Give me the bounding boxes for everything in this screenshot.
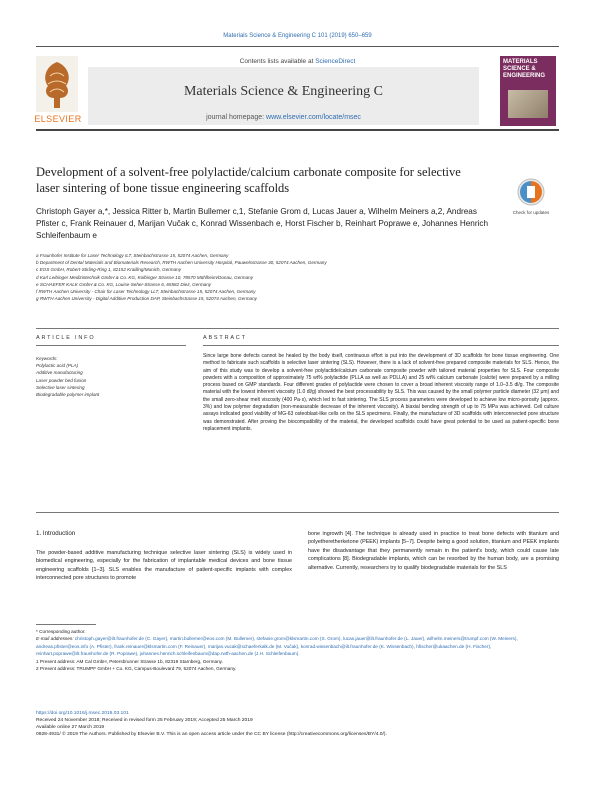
footnote-1: 1 Present address: AM Cal GmbH, Petersbrunner Strasse 1b, 82319 Starnberg, Germany. — [36, 658, 223, 664]
affiliation: b Department of Dental Materials and Biomaterials Research, RWTH Aachen University Hospital, Pauwelsstrasse 30, 52074 Aachen, Germany — [36, 260, 327, 266]
affiliations — [36, 252, 536, 302]
affiliation: g RWTH Aachen University - Digital Additive Production DAP, Steinbachstrasse 15, 52074 Aachen, Germany — [36, 296, 257, 302]
affiliation: c EOS GmbH, Robert-Stirling-Ring 1, 82152 Krailling/Munich, Germany — [36, 267, 182, 273]
email-addresses — [36, 635, 559, 657]
email-label: E-mail addresses: — [36, 636, 74, 642]
doi-block — [36, 710, 559, 738]
doi-link[interactable]: https://doi.org/10.1016/j.msec.2019.03.101 — [36, 711, 129, 716]
received-dates: Received 24 November 2018; Received in revised form 25 February 2019; Accepted 25 March 2019 — [36, 718, 253, 723]
abstract-text: Since large bone defects cannot be healed by the body itself, continuous effort is put into the development of 3D scaffolds for bone tissue engineering. One method to fabricate such scaffolds is selective laser sintering (SLS). However, there is a lack of solvent-free prepared composite materials for SLS. Hence, the aim of this study was to develop a solvent-free polylactide/calcium carbonate composite powder with tailored material properties for SLS. Four composite powders with a composition of approximately 75 wt% polylactide (PLLA as well as PDLLA) and 25 wt% calcium carbonate (calcite) were prepared by a milling process based on GMP standards. Four different grades of polylactide were chosen to cover a broad inherent viscosity range of 1.0–3.5 dl/g. The composite material with the lowest inherent viscosity (1.0 dl/g) showed the best processability by SLS. This was caused by the small polymer particle diameter (32 μm) and the small zero-shear melt viscosity (400 Pa·s), which led to fast sintering. The SLS process parameters were developed to achieve low micro-porosity (approx. 3%) and low polymer degradation (non-measurable decrease of the inherent viscosity). A biaxial bending strength of up to 75 MPa was achieved. Cell culture assays indicated good viability of MG-63 osteoblast-like cells on the SLS specimens. Finally, the manufacture of 3D scaffolds with interconnected pore structure was demonstrated. After proving the biocompatibility of the material, the developed scaffolds could have great potential to be used as patient-specific bone replacement implants. — [203, 353, 559, 432]
divider — [203, 345, 559, 346]
corresponding-author-note: * Corresponding author. — [36, 629, 86, 634]
divider — [36, 345, 186, 346]
article-info-header: ARTICLE INFO — [36, 335, 96, 341]
keyword: Polylactic acid (PLA) — [36, 363, 79, 369]
publisher-name: ELSEVIER — [34, 114, 82, 124]
affiliation: f RWTH Aachen University - Chair for Laser Technology LLT, Steinbachstrasse 15, 52074 Aachen, Germany — [36, 289, 256, 295]
available-online: Available online 27 March 2019 — [36, 725, 105, 730]
footnote-divider — [36, 624, 96, 625]
section-heading: 1. Introduction — [36, 530, 76, 537]
abstract-header: ABSTRACT — [203, 335, 247, 341]
intro-column-left: The powder-based additive manufacturing technique selective laser sintering (SLS) is widely used in biomedical engineering, especially for the fabrication of implantable medical devices and bone tissue engineering scaffolds [1–3]. SLS enables the manufacture of patient-specific implants with complex interconnected pore structures to promote — [36, 550, 292, 582]
affiliation: a Fraunhofer Institute for Laser Technology ILT, Steinbachstrasse 15, 52074 Aachen, Germany — [36, 253, 229, 258]
email-links[interactable]: christoph.gayer@ilt.fraunhofer.de (C. Gayer), martin.bullemer@eos.com (M. Bullemer), stefanie.grom@klsmartin.com (S. Grom), lucas.jauer@ilt.fraunhofer.de (L. Jauer), wilhelm.meiners@trumpf.com (W. Meiners), andreas.pfister@eos.info (A. Pfister), frank.reinauer@klsmartin.com (F. Reinauer), marijan.vucak@schaeferkalk.de (M. Vučak), konrad.wissenbach@ilt.fraunhofer.de (K. Wissenbach), hfischer@ukaachen.de (H. Fischer), reinhart.poprawe@ilt.fraunhofer.de (R. Poprawe), johannes.henrich.schleifenbaum@dap.rwth-aachen.de (J.H. Schleifenbaum). — [36, 636, 518, 657]
footnotes — [36, 628, 559, 672]
author-list: Christoph Gayer a,*, Jessica Ritter b, Martin Bullemer c,1, Stefanie Grom d, Lucas Jauer a, Wilhelm Meiners a,2, Andreas Pfister c, Frank Reinauer d, Marijan Vučak c, Konrad Wissenbach e, Horst Fischer b, Reinhart Poprawe e, Johannes Henrich Schleifenbaum e — [36, 207, 489, 240]
footnote-2: 2 Present address: TRUMPF GmbH + Co. KG, Campus-Boulevard 79, 52074 Aachen, Germany. — [36, 666, 237, 672]
journal-reference[interactable]: Materials Science & Engineering C 101 (2019) 650–659 — [223, 33, 372, 39]
keyword: Biodegradable polymer implant — [36, 392, 100, 398]
homepage-link[interactable]: www.elsevier.com/locate/msec — [266, 114, 361, 121]
sciencedirect-link[interactable]: ScienceDirect — [315, 58, 356, 65]
keyword: Laser powder bed fusion — [36, 377, 87, 383]
license-text: 0928-4931/ © 2019 The Authors. Published by Elsevier B.V. This is an open access article under the CC BY license (http://creativecommons.org/licenses/BY/4.0/). — [36, 732, 387, 737]
keywords-label: Keywords: — [36, 356, 58, 361]
journal-title: Materials Science & Engineering C — [183, 84, 384, 99]
keyword: Selective laser sintering — [36, 384, 85, 390]
affiliation: d Karl Leibinger Medizintechnik GmbH & Co. KG, Kolbinger Strasse 10, 78570 Mühlheim/Donau, Germany — [36, 274, 254, 280]
journal-cover-image — [508, 90, 548, 118]
intro-column-right: bone ingrowth [4]. The technique is already used in practice to treat bone defects with titanium and polyetheretherketone (PEEK) implants [5–7]. Despite being a good solution, titanium and PEEK implants have the disadvantage that they permanently remain in the patient's body, which could cause late complications [8]. Biodegradable implants, which can be resorbed by the human body, are a promising alternative. Currently, researchers try to qualify biodegradable materials for the SLS — [308, 531, 559, 571]
homepage-prefix: journal homepage: — [206, 114, 265, 121]
keyword: Additive manufacturing — [36, 370, 83, 376]
contents-prefix: Contents lists available at — [239, 58, 314, 65]
check-for-updates-label[interactable]: Check for updates — [512, 210, 550, 215]
divider — [36, 328, 559, 329]
journal-cover-title: MATERIALS SCIENCE & ENGINEERING — [503, 59, 546, 79]
keywords-block — [36, 355, 176, 398]
journal-homepage — [88, 114, 479, 121]
article-title: Development of a solvent-free polylactide/calcium carbonate composite for selective laser sintering of bone tissue engineering scaffolds — [36, 165, 461, 195]
affiliation: e SCHAEFER KALK GmbH & Co. KG, Louise-Seher-Strasse 6, 65582 Diez, Germany — [36, 281, 212, 287]
divider — [36, 512, 559, 513]
check-for-updates-icon[interactable] — [513, 176, 549, 212]
